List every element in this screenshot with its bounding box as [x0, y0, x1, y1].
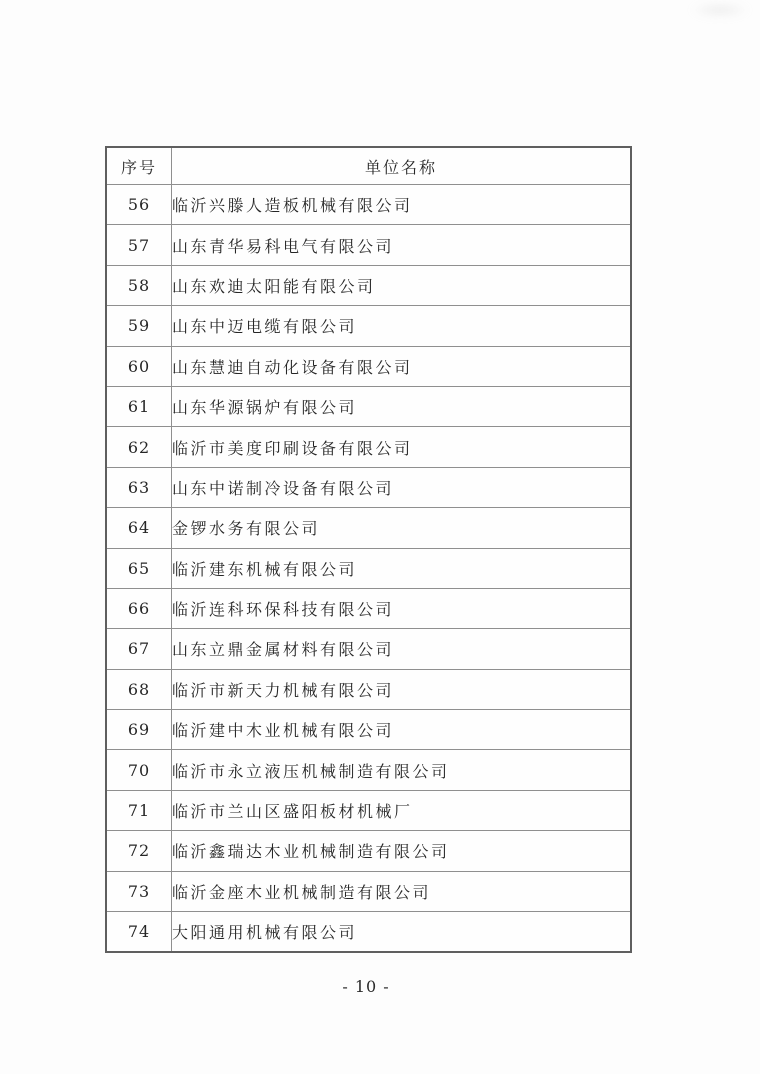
scan-smudge [690, 2, 750, 18]
table-row [106, 346, 631, 386]
table-row [106, 467, 631, 507]
row-company-name: 临沂兴滕人造板机械有限公司 [172, 185, 632, 225]
row-company-name: 临沂建中木业机械有限公司 [172, 710, 632, 750]
row-company-name: 山东慧迪自动化设备有限公司 [172, 346, 632, 386]
table-row [106, 265, 631, 305]
table-row [106, 912, 631, 953]
row-company-name: 金锣水务有限公司 [172, 508, 632, 548]
row-company-name: 临沂连科环保科技有限公司 [172, 588, 632, 628]
row-serial-number: 71 [106, 790, 172, 830]
table-row [106, 386, 631, 426]
row-serial-number: 62 [106, 427, 172, 467]
row-company-name: 临沂鑫瑞达木业机械制造有限公司 [172, 831, 632, 871]
company-list-table [105, 146, 632, 953]
row-company-name: 临沂市新天力机械有限公司 [172, 669, 632, 709]
table-row [106, 306, 631, 346]
row-serial-number: 72 [106, 831, 172, 871]
table-row [106, 871, 631, 911]
row-serial-number: 74 [106, 912, 172, 953]
row-serial-number: 58 [106, 265, 172, 305]
row-company-name: 山东中诺制冷设备有限公司 [172, 467, 632, 507]
row-company-name: 临沂市永立液压机械制造有限公司 [172, 750, 632, 790]
header-serial-number: 序号 [106, 147, 172, 185]
row-serial-number: 56 [106, 185, 172, 225]
row-company-name: 山东青华易科电气有限公司 [172, 225, 632, 265]
table-row [106, 669, 631, 709]
table-row [106, 548, 631, 588]
table-row [106, 225, 631, 265]
table-row [106, 629, 631, 669]
row-company-name: 临沂金座木业机械制造有限公司 [172, 871, 632, 911]
row-serial-number: 66 [106, 588, 172, 628]
table-row [106, 427, 631, 467]
row-serial-number: 68 [106, 669, 172, 709]
row-company-name: 山东立鼎金属材料有限公司 [172, 629, 632, 669]
row-company-name: 临沂市兰山区盛阳板材机械厂 [172, 790, 632, 830]
row-company-name: 临沂建东机械有限公司 [172, 548, 632, 588]
row-serial-number: 69 [106, 710, 172, 750]
table-row [106, 588, 631, 628]
table-row [106, 508, 631, 548]
row-serial-number: 59 [106, 306, 172, 346]
row-company-name: 山东中迈电缆有限公司 [172, 306, 632, 346]
table-header-row [106, 147, 631, 185]
table-row [106, 710, 631, 750]
table-row [106, 790, 631, 830]
table-row [106, 185, 631, 225]
row-serial-number: 65 [106, 548, 172, 588]
header-unit-name: 单位名称 [172, 147, 632, 185]
table-row [106, 750, 631, 790]
row-serial-number: 63 [106, 467, 172, 507]
row-company-name: 大阳通用机械有限公司 [172, 912, 632, 953]
row-serial-number: 61 [106, 386, 172, 426]
row-company-name: 山东华源锅炉有限公司 [172, 386, 632, 426]
row-company-name: 山东欢迪太阳能有限公司 [172, 265, 632, 305]
row-serial-number: 73 [106, 871, 172, 911]
row-serial-number: 64 [106, 508, 172, 548]
table-body [106, 185, 631, 953]
row-serial-number: 70 [106, 750, 172, 790]
row-serial-number: 60 [106, 346, 172, 386]
row-company-name: 临沂市美度印刷设备有限公司 [172, 427, 632, 467]
row-serial-number: 57 [106, 225, 172, 265]
row-serial-number: 67 [106, 629, 172, 669]
table-row [106, 831, 631, 871]
page-number: - 10 - [342, 977, 390, 996]
